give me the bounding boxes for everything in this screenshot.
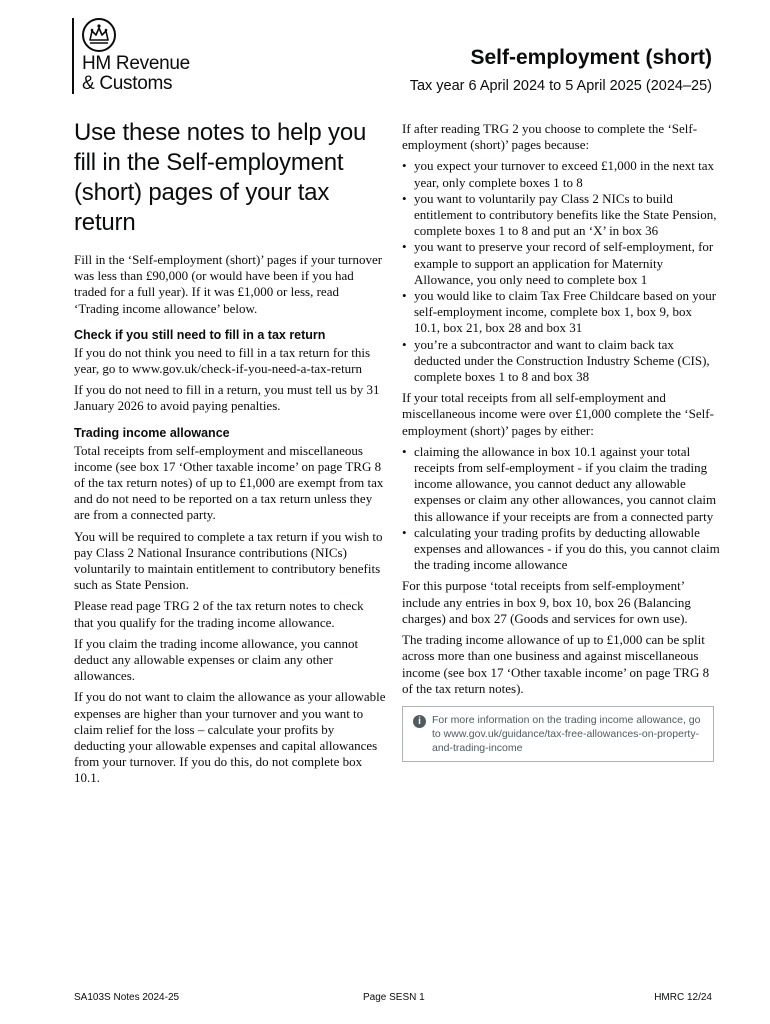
- org-name-line2: & Customs: [82, 73, 173, 94]
- info-icon: i: [413, 715, 426, 728]
- crown-crest-icon: [80, 16, 118, 54]
- form-title: Self-employment (short): [470, 46, 712, 69]
- footer-page-number: Page SESN 1: [363, 992, 425, 1003]
- list-item: • you want to voluntarily pay Class 2 NICs to build entitlement to contributory benefits like the State Pension, complete boxes 1 to 8 and put an ‘X’ in box 36: [402, 191, 720, 240]
- list-item: • calculating your trading profits by deducting allowable expenses and allowances - if you do this, you cannot claim the trading income allowance: [402, 525, 720, 574]
- footer-form-ref: SA103S Notes 2024-25: [74, 992, 180, 1003]
- receipts-paragraph: If your total receipts from all self-employment and miscellaneous income were over £1,000 complete the ‘Self-employment (short)’ pages by either:: [402, 390, 714, 438]
- method-list: [402, 444, 720, 574]
- check-paragraph-2: If you do not need to fill in a return, you must tell us by 31 January 2026 to avoid paying penalties.: [74, 382, 380, 414]
- intro-paragraph: Fill in the ‘Self-employment (short)’ pages if your turnover was less than £90,000 (or would have been if you had traded for a full year). If it was £1,000 or less, read ‘Trading income allowance’ below.: [74, 252, 383, 316]
- allowance-paragraph-2: You will be required to complete a tax return if you wish to pay Class 2 National Insurance contributions (NICs) voluntarily to maintain entitlement to contributory benefits such as State Pension.: [74, 528, 383, 593]
- allowance-paragraph-5: If you do not want to claim the allowance as your allowable expenses are higher than your turnover and you want to claim relief for the loss – calculate your profits by deducting your allowable expenses and capital allowances from your turnover. If you do this, do not complete box 10.1.: [74, 689, 386, 786]
- info-callout: [402, 706, 714, 762]
- footer-version: HMRC 12/24: [654, 992, 712, 1003]
- list-item: • claiming the allowance in box 10.1 against your total receipts from self-employment - if you claim the trading income allowance, you cannot deduct any allowable expenses or claim any other allowances, you cannot claim this allowance if your receipts are from a connected party: [402, 444, 720, 525]
- allowance-paragraph-1: Total receipts from self-employment and miscellaneous income (see box 17 ‘Other taxable income’ on page TRG 8 of the tax return notes) of up to £1,000 are exempt from tax and do not need to be reported on a tax return unless they are from a connected party.: [74, 442, 384, 523]
- list-item: • you would like to claim Tax Free Childcare based on your self-employment income, complete box 1, box 9, box 10.1, box 21, box 28 and box 31: [402, 288, 720, 337]
- tax-year: Tax year 6 April 2024 to 5 April 2025 (2024–25): [409, 78, 712, 94]
- check-heading: Check if you still need to fill in a tax return: [74, 327, 326, 342]
- org-name-line1: HM Revenue: [82, 53, 190, 74]
- split-allowance-paragraph: The trading income allowance of up to £1,000 can be split across more than one business and against miscellaneous income (see box 17 ‘Other taxable income’ on page TRG 8 of the tax return notes).: [402, 632, 710, 696]
- right-column: [402, 121, 720, 762]
- allowance-paragraph-4: If you claim the trading income allowance, you cannot deduct any allowable expenses or claim any other allowances.: [74, 635, 359, 684]
- allowance-paragraph-3: Please read page TRG 2 of the tax return notes to check that you qualify for the trading income allowance.: [74, 598, 364, 630]
- choice-intro: If after reading TRG 2 you choose to complete the ‘Self-employment (short)’ pages because:: [402, 121, 698, 153]
- list-item: • you’re a subcontractor and want to claim back tax deducted under the Construction Industry Scheme (CIS), complete boxes 1 to 8 and box 38: [402, 337, 720, 386]
- info-text: For more information on the trading income allowance, go to www.gov.uk/guidance/tax-free-allowances-on-property-and-trading-income: [432, 713, 701, 754]
- allowance-heading: Trading income allowance: [74, 425, 230, 440]
- list-item: • you want to preserve your record of self-employment, for example to support an application for Maternity Allowance, you only need to complete box 1: [402, 239, 720, 288]
- total-receipts-paragraph: For this purpose ‘total receipts from self-employment’ include any entries in box 9, box 10, box 26 (Balancing charges) and box 27 (Goods and services for own use).: [402, 578, 691, 626]
- left-column: [74, 118, 386, 792]
- check-paragraph-1: If you do not think you need to fill in a tax return for this year, go to www.gov.uk/check-if-you-need-a-tax-return: [74, 344, 371, 377]
- logo-divider: [72, 18, 74, 94]
- list-item: • you expect your turnover to exceed £1,000 in the next tax year, only complete boxes 1 to 8: [402, 158, 720, 190]
- page-heading: Use these notes to help you fill in the Self-employment (short) pages of your tax return: [74, 119, 367, 236]
- choice-list: [402, 158, 720, 385]
